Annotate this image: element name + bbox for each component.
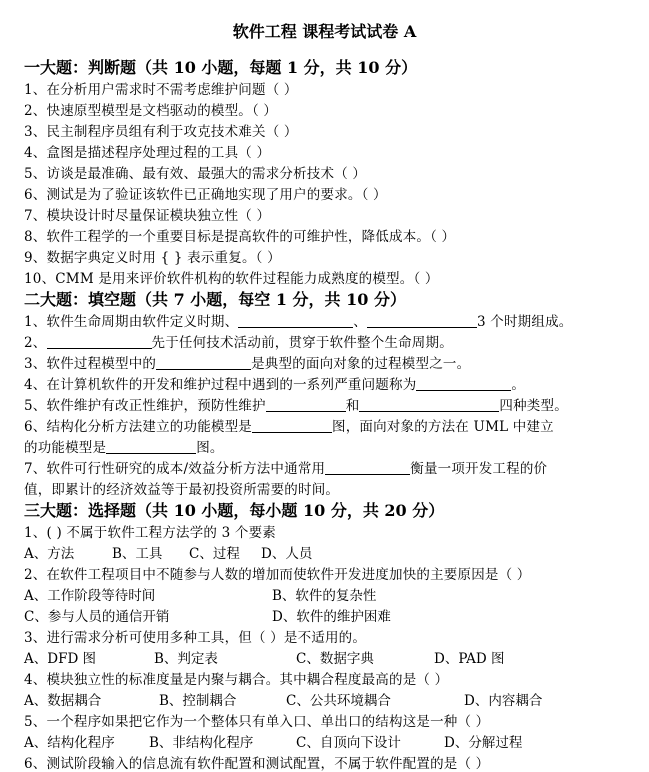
option-b[interactable]: B、工具: [112, 546, 163, 562]
answer-blank[interactable]: [416, 376, 511, 391]
option-d[interactable]: D、内容耦合: [464, 693, 543, 709]
text: 衡量一项开发工程的价: [410, 461, 548, 477]
section1-heading: 一大题：判断题（共 10 小题，每题 1 分，共 10 分）: [24, 58, 418, 77]
tf-question-9: 9、数据字典定义时用 { } 表示重复。（ ）: [24, 250, 281, 266]
option-b[interactable]: B、判定表: [154, 651, 218, 667]
tf-question-4: 4、盒图是描述程序处理过程的工具（ ）: [24, 145, 271, 161]
tf-question-3: 3、民主制程序员组有利于攻克技术难关（ ）: [24, 124, 298, 140]
option-d[interactable]: D、PAD 图: [434, 651, 505, 667]
option-c[interactable]: C、公共环境耦合: [286, 693, 391, 709]
answer-blank[interactable]: [106, 439, 196, 454]
option-a[interactable]: A、数据耦合: [24, 693, 102, 709]
tf-question-1: 1、在分析用户需求时不需考虑维护问题（ ）: [24, 82, 298, 98]
text: 7、软件可行性研究的成本/效益分析方法中通常用: [24, 461, 326, 477]
option-d[interactable]: D、人员: [261, 546, 313, 562]
text: 3、软件过程模型中的: [24, 356, 157, 372]
option-b[interactable]: B、非结构化程序: [149, 735, 254, 751]
option-a[interactable]: A、方法: [24, 546, 75, 562]
text: 和: [345, 398, 360, 414]
fill-question-4: [24, 373, 525, 393]
text: 图。: [196, 440, 224, 456]
fill-question-6: [24, 415, 554, 435]
choice-question-6: 6、测试阶段输入的信息流有软件配置和测试配置，不属于软件配置的是（ ）: [24, 756, 490, 772]
text: 4、在计算机软件的开发和维护过程中遇到的一系列严重问题称为: [24, 377, 417, 393]
option-d[interactable]: D、软件的维护困难: [272, 609, 391, 625]
fill-question-5: [24, 394, 568, 414]
option-c[interactable]: C、过程: [189, 546, 240, 562]
tf-question-7: 7、模块设计时尽量保证模块独立性（ ）: [24, 208, 271, 224]
text: 图，面向对象的方法在 UML 中建立: [332, 419, 554, 435]
answer-blank[interactable]: [252, 418, 332, 433]
option-c[interactable]: C、数据字典: [296, 651, 374, 667]
option-b[interactable]: B、软件的复杂性: [272, 588, 377, 604]
text: 6、结构化分析方法建立的功能模型是: [24, 419, 252, 435]
text: 四种类型。: [499, 398, 568, 414]
option-a[interactable]: A、工作阶段等待时间: [24, 588, 156, 604]
text: 1、软件生命周期由软件定义时期、: [24, 314, 239, 330]
answer-blank[interactable]: [367, 313, 477, 328]
answer-blank[interactable]: [359, 397, 499, 412]
answer-blank[interactable]: [238, 313, 353, 328]
exam-title: 软件工程 课程考试试卷 A: [232, 22, 417, 41]
section3-heading: 三大题：选择题（共 10 小题，每小题 10 分，共 20 分）: [24, 501, 445, 520]
text: 5、软件维护有改正性维护，预防性维护: [24, 398, 266, 414]
answer-blank[interactable]: [325, 460, 410, 475]
fill-question-2: [24, 331, 453, 351]
text: 、: [353, 314, 367, 330]
text: 。: [511, 377, 526, 393]
section2-heading: 二大题：填空题（共 7 小题，每空 1 分，共 10 分）: [24, 290, 406, 309]
text: 的功能模型是: [24, 440, 107, 456]
choice-question-5: 5、一个程序如果把它作为一个整体只有单入口、单出口的结构这是一种（ ）: [24, 714, 490, 730]
tf-question-2: 2、快速原型模型是文档驱动的模型。（ ）: [24, 103, 278, 119]
answer-blank[interactable]: [266, 397, 346, 412]
option-b[interactable]: B、控制耦合: [159, 693, 237, 709]
choice-question-4: 4、模块独立性的标准度量是内聚与耦合。其中耦合程度最高的是（ ）: [24, 672, 449, 688]
fill-question-6-cont: [24, 436, 224, 456]
answer-blank[interactable]: [47, 334, 152, 349]
option-a[interactable]: A、DFD 图: [24, 651, 97, 667]
tf-question-6: 6、测试是为了验证该软件已正确地实现了用户的要求。（ ）: [24, 187, 387, 203]
fill-question-1: [24, 310, 572, 330]
option-d[interactable]: D、分解过程: [444, 735, 523, 751]
answer-blank[interactable]: [156, 355, 251, 370]
text: 3 个时期组成。: [477, 314, 573, 330]
option-c[interactable]: C、自顶向下设计: [296, 735, 401, 751]
text: 2、: [24, 335, 47, 351]
choice-question-3: 3、进行需求分析可使用多种工具，但（ ）是不适用的。: [24, 630, 367, 646]
tf-question-5: 5、访谈是最准确、最有效、最强大的需求分析技术（ ）: [24, 166, 367, 182]
fill-question-3: [24, 352, 470, 372]
tf-question-8: 8、软件工程学的一个重要目标是提高软件的可维护性，降低成本。（ ）: [24, 229, 456, 245]
option-c[interactable]: C、参与人员的通信开销: [24, 609, 170, 625]
text: 是典型的面向对象的过程模型之一。: [251, 356, 471, 372]
option-a[interactable]: A、结构化程序: [24, 735, 115, 751]
text: 先于任何技术活动前，贯穿于软件整个生命周期。: [151, 335, 453, 351]
tf-question-10: 10、CMM 是用来评价软件机构的软件过程能力成熟度的模型。（ ）: [24, 271, 439, 287]
choice-question-2: 2、在软件工程项目中不随参与人数的增加而使软件开发进度加快的主要原因是（ ）: [24, 567, 531, 583]
fill-question-7: [24, 457, 547, 477]
choice-question-1: 1、( ) 不属于软件工程方法学的 3 个要素: [24, 525, 276, 541]
fill-question-7-cont: 值，即累计的经济效益等于最初投资所需要的时间。: [24, 482, 340, 498]
